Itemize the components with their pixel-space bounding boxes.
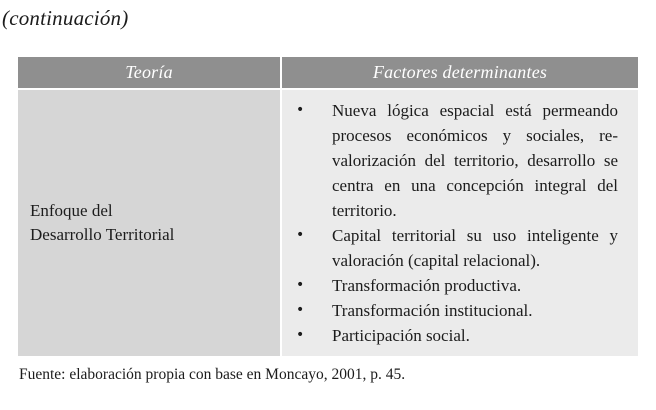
header-factors: Factores determinantes: [281, 57, 638, 89]
theory-name-line-1: Enfoque del: [30, 201, 113, 220]
theory-name-line-2: Desarrollo Territorial: [30, 225, 175, 244]
factor-text: Capital territorial su uso inteligente y valoración (capital relacional).: [332, 226, 618, 270]
factor-text: Transformación institucional.: [332, 301, 533, 320]
list-item: [296, 323, 618, 348]
list-item: [296, 298, 618, 323]
theory-cell: [18, 89, 281, 356]
list-item: [296, 98, 618, 223]
factor-text: Nueva lógica espacial está permeando procesos económicos y sociales, re-valorización del territorio, desarrollo se centra en una concepción integral del territorio.: [332, 101, 618, 220]
bullet-icon: •: [296, 327, 305, 343]
factors-list: [282, 98, 638, 348]
list-item: [296, 223, 618, 273]
bullet-icon: •: [296, 277, 305, 293]
bullet-icon: •: [296, 102, 305, 118]
list-item: [296, 273, 618, 298]
factor-text: Transformación productiva.: [332, 276, 522, 295]
bullet-icon: •: [296, 227, 305, 243]
factor-text: Participación social.: [332, 326, 470, 345]
table-header-row: [18, 57, 638, 89]
header-theory: Teoría: [18, 57, 281, 89]
continuation-label: (continuación): [2, 6, 129, 30]
source-note: Fuente: elaboración propia con base en Moncayo, 2001, p. 45.: [19, 366, 406, 383]
factors-cell: [281, 89, 638, 356]
table-row: [18, 89, 638, 356]
theory-factors-table: [18, 57, 638, 356]
bullet-icon: •: [296, 302, 305, 318]
